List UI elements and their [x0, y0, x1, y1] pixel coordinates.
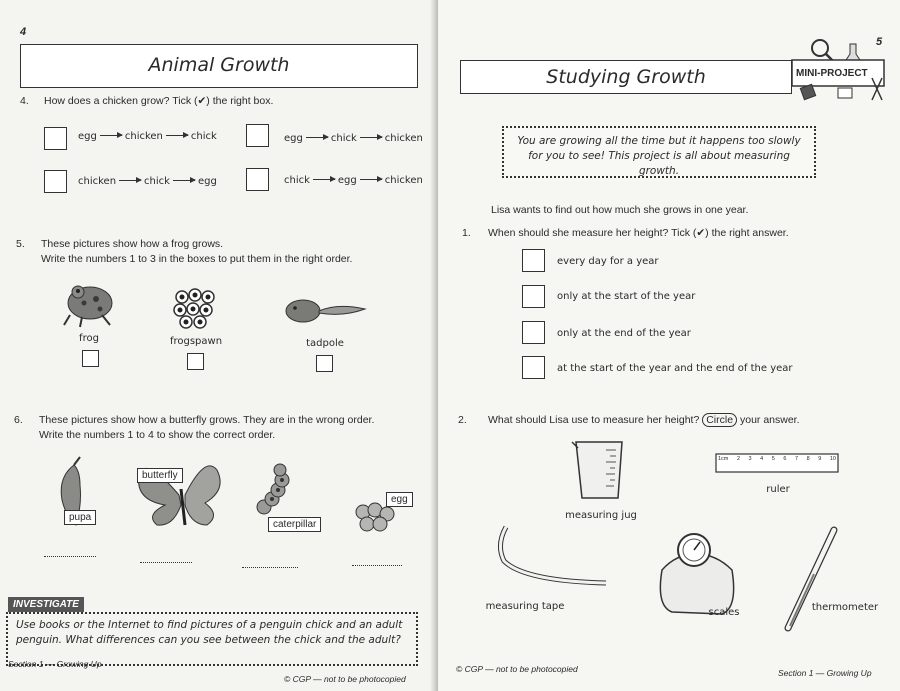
q2-text	[488, 414, 800, 426]
measuring-tape-label: measuring tape	[485, 601, 565, 612]
q4-option-1-checkbox[interactable]	[44, 127, 67, 150]
q4-text: How does a chicken grow? Tick (✔) the right box.	[44, 95, 274, 107]
ruler-tick: 9	[818, 456, 822, 462]
frogspawn-order-box[interactable]	[187, 353, 204, 370]
ruler-tick: 4	[760, 456, 764, 462]
measuring-jug-illustration[interactable]	[572, 440, 632, 502]
ruler-tick: 2	[736, 456, 740, 462]
q2-number: 2.	[458, 414, 467, 426]
q1-option-4-checkbox[interactable]	[522, 356, 545, 379]
q1-option-2: only at the start of the year	[557, 291, 696, 302]
seq-item: chick	[284, 175, 310, 186]
tadpole-order-box[interactable]	[316, 355, 333, 372]
q4-option-3	[78, 176, 217, 187]
page-title-left: Animal Growth	[20, 44, 418, 88]
circle-word: Circle	[702, 413, 737, 427]
caterpillar-tag: caterpillar	[268, 517, 321, 532]
q4-option-4	[284, 175, 423, 186]
pupa-tag: pupa	[64, 510, 96, 525]
answer-line[interactable]	[140, 562, 192, 563]
lead-text: Lisa wants to find out how much she grows in one year.	[491, 204, 749, 216]
mini-project-badge: MINI-PROJECT	[796, 68, 868, 79]
measuring-jug-label: measuring jug	[565, 510, 637, 521]
right-page	[438, 0, 900, 691]
seq-item: chicken	[124, 131, 163, 142]
answer-line[interactable]	[242, 567, 298, 568]
ruler-tick: 8	[806, 456, 810, 462]
answer-line[interactable]	[44, 556, 96, 557]
page-number-right: 5	[876, 36, 883, 48]
seq-item: chick	[330, 133, 357, 144]
q1-option-3: only at the end of the year	[557, 328, 691, 339]
q1-option-1-checkbox[interactable]	[522, 249, 545, 272]
q2-text-after: your answer.	[739, 414, 800, 426]
ruler-tick-labels	[718, 456, 836, 470]
frog-label: frog	[79, 333, 99, 344]
q5-text-line1: These pictures show how a frog grows.	[41, 238, 224, 250]
ruler-label: ruler	[766, 484, 790, 495]
arrow-icon	[119, 180, 141, 181]
q4-option-1	[78, 131, 217, 142]
tadpole-label: tadpole	[306, 338, 344, 349]
footer-section-left: Section 1 — Growing Up	[8, 659, 102, 669]
ruler-tick: 7	[794, 456, 799, 462]
q6-text-line2: Write the numbers 1 to 4 to show the correct order.	[39, 429, 276, 441]
frogspawn-illustration	[172, 287, 222, 332]
caterpillar-illustration	[252, 463, 312, 518]
arrow-icon	[173, 180, 195, 181]
frogspawn-label: frogspawn	[169, 336, 223, 347]
seq-item: chicken	[384, 133, 423, 144]
q4-number: 4.	[20, 95, 29, 107]
frog-illustration	[62, 275, 122, 330]
investigate-box	[6, 612, 418, 666]
ruler-tick: 3	[748, 456, 752, 462]
arrow-icon	[313, 179, 335, 180]
seq-item: chicken	[384, 175, 423, 186]
q1-text: When should she measure her height? Tick (✔) the right answer.	[488, 227, 789, 239]
q1-option-3-checkbox[interactable]	[522, 321, 545, 344]
seq-item: chick	[144, 176, 170, 187]
arrow-icon	[166, 135, 188, 136]
page-number-left: 4	[20, 26, 27, 38]
q2-text-before: What should Lisa use to measure her height?	[488, 414, 700, 426]
ruler-tick: 1cm	[718, 456, 729, 462]
q6-text-line1: These pictures show how a butterfly grows. They are in the wrong order.	[39, 414, 375, 426]
q5-text-line2: Write the numbers 1 to 3 in the boxes to put them in the right order.	[41, 253, 353, 265]
page-title-right: Studying Growth	[460, 60, 792, 94]
thermometer-label: thermometer	[811, 602, 879, 613]
q4-option-2	[284, 133, 423, 144]
egg-tag: egg	[386, 492, 413, 507]
intro-box	[502, 126, 816, 178]
butterfly-illustration	[135, 455, 230, 530]
q1-option-4: at the start of the year and the end of the year	[557, 363, 793, 374]
ruler-tick: 10	[829, 456, 836, 462]
q5-number: 5.	[16, 238, 25, 250]
seq-item: egg	[197, 176, 217, 187]
q4-option-2-checkbox[interactable]	[246, 124, 269, 147]
thermometer-illustration[interactable]	[784, 528, 840, 638]
arrow-icon	[306, 137, 328, 138]
investigate-badge: INVESTIGATE	[8, 597, 84, 612]
seq-item: egg	[337, 175, 357, 186]
seq-item: chick	[190, 131, 217, 142]
intro-text: You are growing all the time but it happens too slowly for you to see! This project is all about measuring growth.	[517, 135, 801, 177]
measuring-tape-illustration[interactable]	[494, 525, 614, 585]
ruler-tick: 5	[771, 456, 775, 462]
q4-option-4-checkbox[interactable]	[246, 168, 269, 191]
q1-option-1: every day for a year	[557, 256, 659, 267]
arrow-icon	[360, 179, 382, 180]
footer-section-right: Section 1 — Growing Up	[778, 668, 872, 678]
butterfly-tag: butterfly	[137, 468, 183, 483]
left-page	[0, 0, 436, 691]
answer-line[interactable]	[352, 565, 402, 566]
scales-label: scales	[708, 607, 740, 618]
q4-option-3-checkbox[interactable]	[44, 170, 67, 193]
q6-number: 6.	[14, 414, 23, 426]
q1-option-2-checkbox[interactable]	[522, 285, 545, 308]
q1-number: 1.	[462, 227, 471, 239]
investigate-text: Use books or the Internet to find pictures of a penguin chick and an adult penguin. What differences can you see between the chick and the adult?	[16, 619, 403, 646]
arrow-icon	[100, 135, 122, 136]
footer-copyright-left: © CGP — not to be photocopied	[284, 674, 406, 684]
seq-item: egg	[78, 131, 97, 142]
scales-illustration[interactable]	[656, 530, 738, 616]
seq-item: egg	[284, 133, 303, 144]
arrow-icon	[360, 137, 382, 138]
frog-order-box[interactable]	[82, 350, 99, 367]
tadpole-illustration	[283, 297, 368, 327]
footer-copyright-right: © CGP — not to be photocopied	[456, 664, 578, 674]
seq-item: chicken	[78, 176, 117, 187]
ruler-tick: 6	[783, 456, 787, 462]
